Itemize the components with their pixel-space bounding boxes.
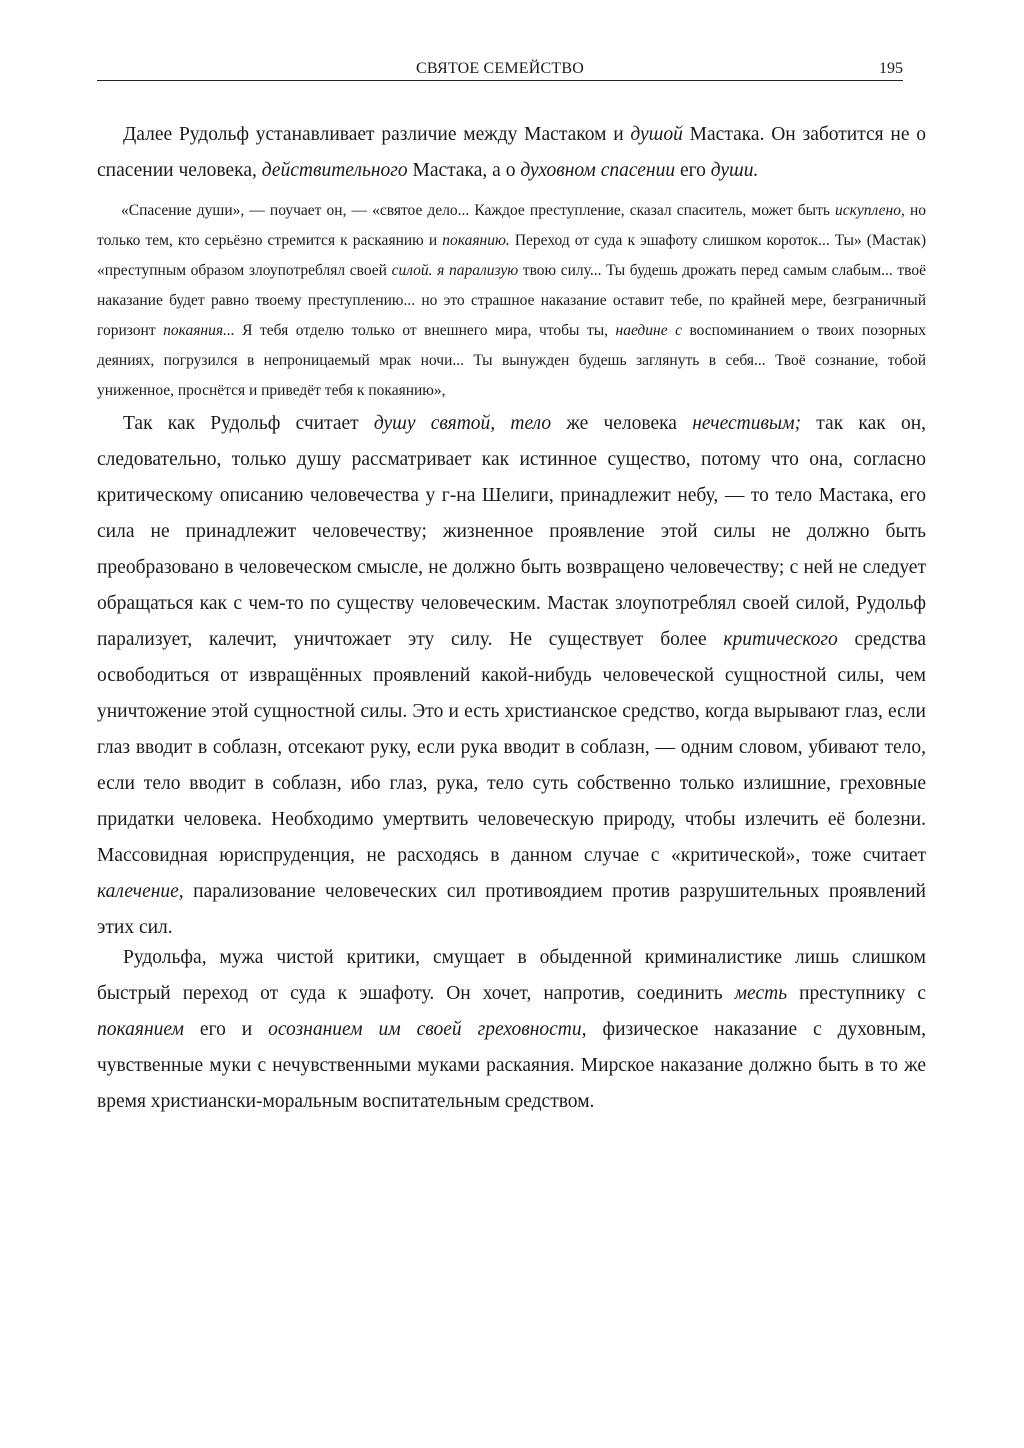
paragraph-2 (97, 406, 926, 946)
running-header (97, 60, 903, 81)
italic-emphasis: души. (710, 160, 759, 181)
text-run: же человека (551, 413, 693, 434)
italic-emphasis: покаянием (97, 1019, 184, 1040)
text-run: Мастака, а о (407, 160, 521, 181)
text-run: Мастака. Он заботится не о спасении человека, (97, 124, 926, 181)
italic-emphasis: действительного (261, 160, 408, 181)
text-run: средства освободиться от извращённых проявлений какой-нибудь человеческой сущностной силы, чем уничтожение этой сущностной силы. Это и есть христианское средство, когда вырывают глаз, если глаз вводит в соблазн, отсекают руку, если рука вводит в соблазн, — одним словом, убивают тело, если тело вводит в соблазн, ибо глаз, рука, тело суть собственно только излишние, греховные придатки человека. Необходимо умертвить человеческую природу, чтобы излечить её болезни. Массовидная юриспруденция, не расходясь в данном случае с «критической», тоже считает (97, 629, 926, 866)
text-run: Так как Рудольф считает (123, 413, 374, 434)
italic-emphasis: душой (630, 124, 683, 145)
text-run: «Спасение души», — поучает он, — «святое дело... Каждое преступление, сказал спаситель, может быть (121, 202, 836, 219)
italic-emphasis: душу святой, тело (373, 413, 552, 434)
italic-emphasis: покаяния... (163, 322, 235, 339)
text-run: Далее Рудольф устанавливает различие между Мастаком и (123, 124, 631, 145)
italic-emphasis: нечестивым; (692, 413, 802, 434)
running-title: СВЯТОЕ СЕМЕЙСТВО (416, 60, 584, 77)
text-run: парализование человеческих сил противоядием против разрушительных проявлений этих сил. (97, 881, 926, 938)
block-quote (97, 196, 926, 406)
italic-emphasis: покаянию. (442, 232, 510, 249)
text-run: так как он, следовательно, только душу рассматривает как истинное существо, потому что она, согласно критическому описанию человечества у г-на Шелиги, принадлежит небу, — то тело Мастака, его сила не принадлежит человечеству; жизненное проявление этой силы не должно быть преобразовано в человеческом смысле, не должно быть возвращено человечеству; с ней не следует обращаться как с чем-то по существу человеческим. Мастак злоупотреблял своей силой, Рудольф парализует, калечит, уничтожает эту силу. Не существует более (97, 413, 927, 650)
text-run: Я тебя отделю только от внешнего мира, чтобы ты, (234, 322, 616, 339)
text-run: его (675, 160, 711, 181)
text-run: Рудольфа, мужа чистой критики, смущает в обыденной криминалистике лишь слишком быстрый переход от суда к эшафоту. Он хочет, напротив, соединить (97, 947, 926, 1004)
text-run: твою силу... Ты будешь дрожать перед самым слабым... твоё наказание будет равно твоему преступлению... но это страшное наказание оставит тебе, по крайней мере, безграничный горизонт (97, 262, 927, 339)
text-run: Переход от суда к эшафоту слишком короток... Ты» (Мастак) «преступным образом злоупотреблял своей (97, 232, 926, 279)
italic-emphasis: критического (723, 629, 838, 650)
text-run: его и (184, 1019, 269, 1040)
italic-emphasis: силой. я парализую (391, 262, 519, 279)
text-run: физическое наказание с духовным, чувственные муки с нечувственными муками раскаяния. Мирское наказание должно быть в то же время христиански-моральным воспитательным средством. (97, 1019, 926, 1112)
paragraph-3 (97, 940, 926, 1120)
italic-emphasis: наедине с (615, 322, 682, 339)
paragraph-1 (97, 117, 926, 189)
text-run: воспоминанием о твоих позорных деяниях, погрузился в непроницаемый мрак ночи... Ты вынужден будешь заглянуть в себя... Твоё сознание, тобой униженное, проснётся и приведёт тебя к покаянию», (97, 322, 926, 399)
italic-emphasis: калечение, (97, 881, 184, 902)
italic-emphasis: искуплено, (835, 202, 905, 219)
text-run: но только тем, кто серьёзно стремится к раскаянию и (97, 202, 926, 249)
page-number: 195 (879, 60, 903, 77)
italic-emphasis: духовном спасении (520, 160, 676, 181)
italic-emphasis: осознанием им своей греховности, (268, 1019, 587, 1040)
italic-emphasis: месть (734, 983, 788, 1004)
text-run: преступнику с (787, 983, 926, 1004)
